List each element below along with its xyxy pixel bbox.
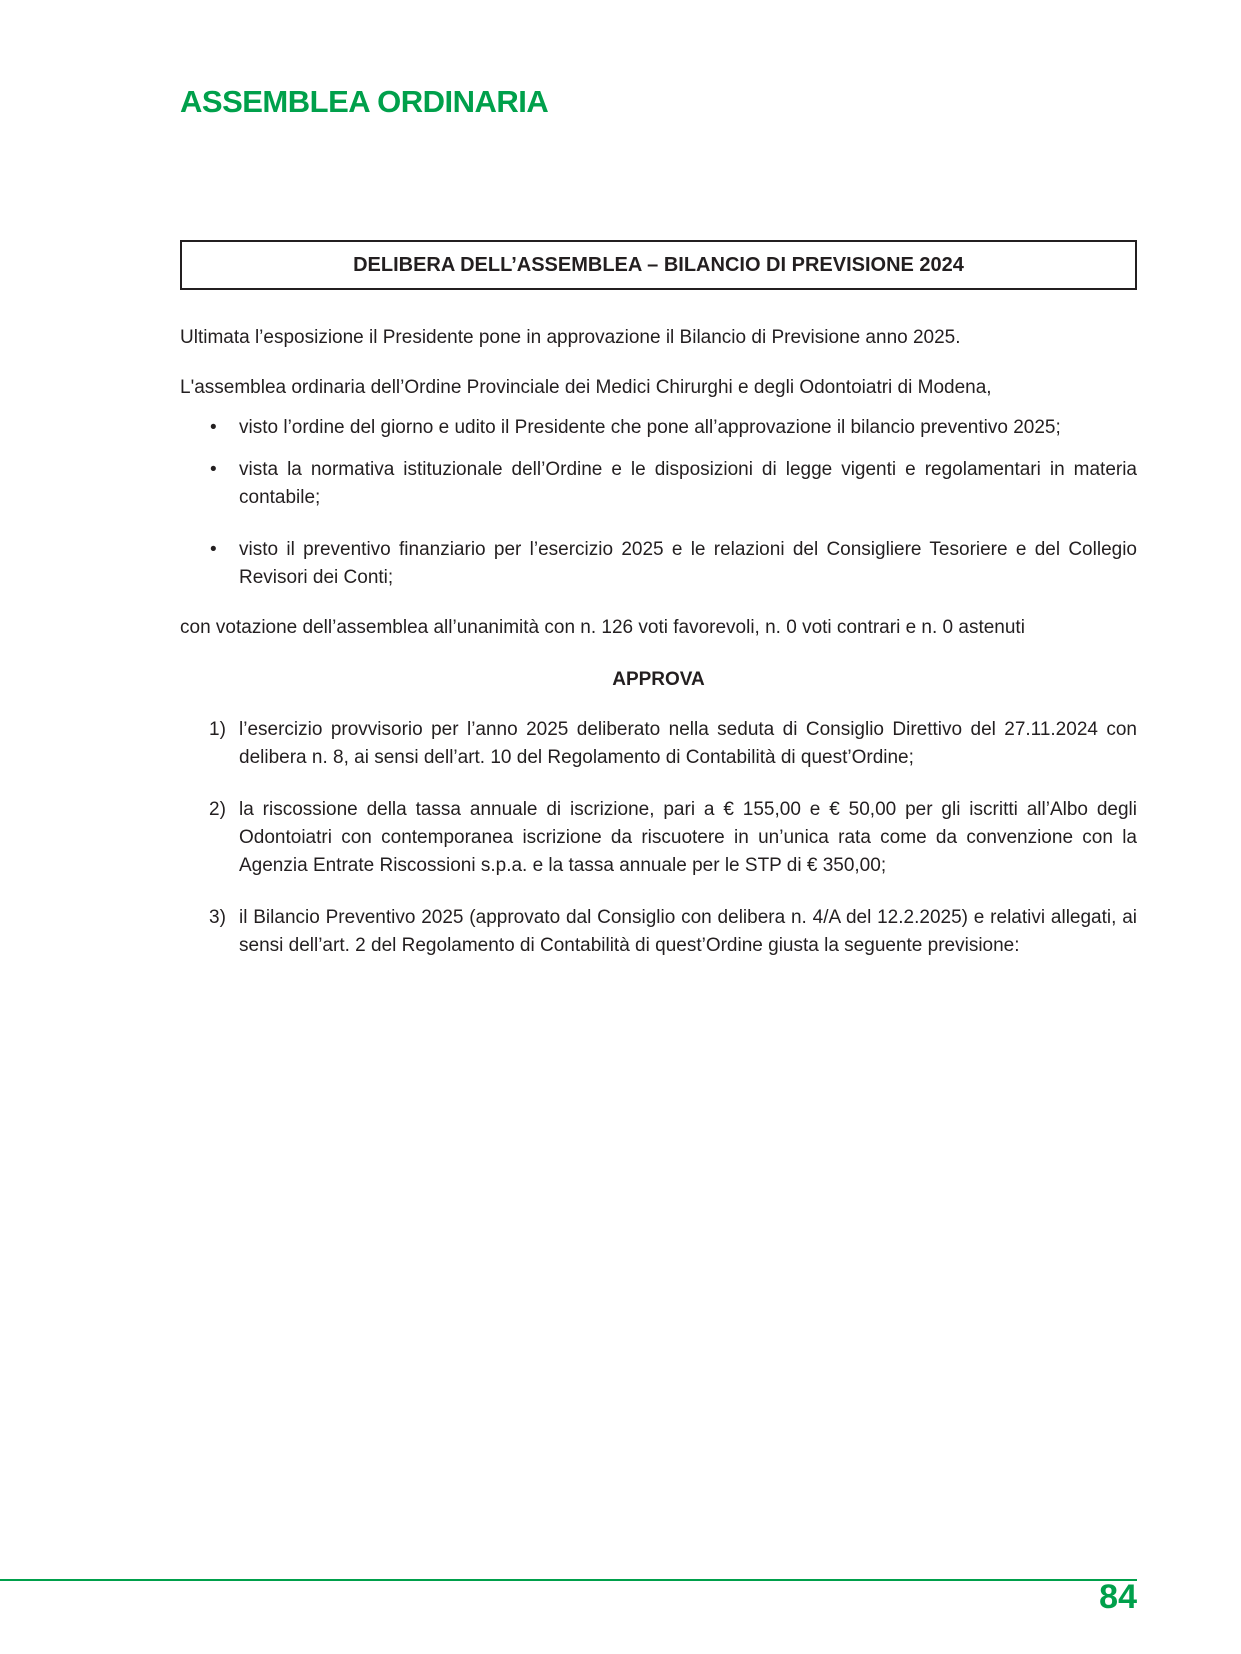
- list-item-text: visto il preventivo finanziario per l’esercizio 2025 e le relazioni del Consigliere Tesoriere e del Collegio Revisori dei Conti;: [239, 539, 1137, 588]
- list-item-text: il Bilancio Preventivo 2025 (approvato dal Consiglio con delibera n. 4/A del 12.2.2025) e relativi allegati, ai sensi dell’art. 2 del Regolamento di Contabilità di quest’Ordine giusta la seguente previsione:: [239, 907, 1137, 956]
- item-number: 1): [209, 719, 226, 740]
- list-item: [180, 796, 1137, 880]
- assembly-paragraph: L'assemblea ordinaria dell’Ordine Provinciale dei Medici Chirurghi e degli Odontoiatri di Modena,: [180, 377, 992, 398]
- bullet-icon: •: [210, 539, 217, 560]
- bullet-icon: •: [210, 459, 217, 480]
- list-item: [180, 904, 1137, 960]
- document-body: [180, 324, 1137, 984]
- page-number: 84: [1099, 1578, 1137, 1616]
- vote-paragraph: con votazione dell’assemblea all’unanimità con n. 126 voti favorevoli, n. 0 voti contrari e n. 0 astenuti: [180, 617, 1025, 638]
- list-item: [180, 536, 1137, 592]
- deliberation-heading: DELIBERA DELL’ASSEMBLEA – BILANCIO DI PREVISIONE 2024: [353, 253, 964, 276]
- intro-paragraph: Ultimata l’esposizione il Presidente pone in approvazione il Bilancio di Previsione anno 2025.: [180, 327, 961, 348]
- list-item-text: vista la normativa istituzionale dell’Ordine e le disposizioni di legge vigenti e regolamentari in materia contabile;: [239, 459, 1137, 508]
- list-item-text: la riscossione della tassa annuale di iscrizione, pari a € 155,00 e € 50,00 per gli iscritti all’Albo degli Odontoiatri con contemporanea iscrizione da riscuotere in un’unica rata come da convenzione con la Agenzia Entrate Riscossioni s.p.a. e la tassa annuale per le STP di € 350,00;: [239, 799, 1137, 876]
- list-item-text: l’esercizio provvisorio per l’anno 2025 deliberato nella seduta di Consiglio Direttivo del 27.11.2024 con delibera n. 8, ai sensi dell’art. 10 del Regolamento di Contabilità di quest’Ordine;: [239, 719, 1137, 768]
- footer-divider: [0, 1579, 1137, 1581]
- list-item: [180, 716, 1137, 772]
- deliberation-heading-box: [180, 240, 1137, 290]
- list-item: [180, 414, 1137, 442]
- list-item: [180, 456, 1137, 512]
- considerations-list: [180, 414, 1137, 592]
- list-item-text: visto l’ordine del giorno e udito il Presidente che pone all’approvazione il bilancio preventivo 2025;: [239, 417, 1061, 438]
- approved-items-list: [180, 716, 1137, 960]
- item-number: 3): [209, 907, 226, 928]
- item-number: 2): [209, 799, 226, 820]
- section-title: ASSEMBLEA ORDINARIA: [180, 84, 549, 119]
- bullet-icon: •: [210, 417, 217, 438]
- approva-heading: APPROVA: [612, 669, 705, 690]
